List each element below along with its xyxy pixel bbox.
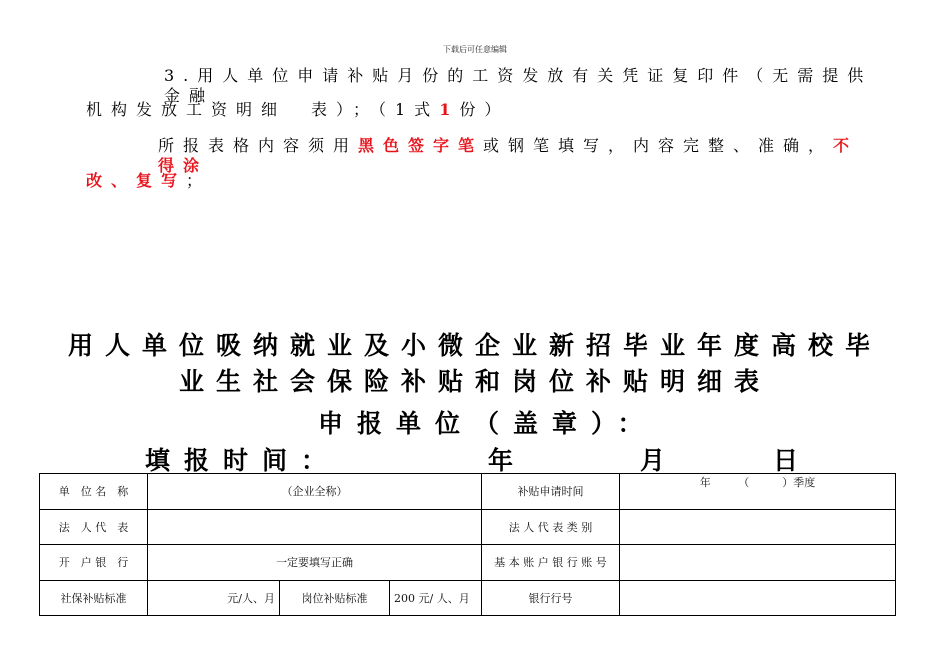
form-title-line-2: 业生社会保险补贴和岗位补贴明细表 (178, 367, 771, 396)
post-std-value[interactable]: 200 元/ 人、月 (390, 581, 482, 616)
para-line-4 (86, 171, 866, 191)
bank-field[interactable]: 一定要填写正确 (148, 545, 482, 581)
table-row-bank (40, 545, 896, 581)
applicant-stamp-label: 申报单位（盖章）： (318, 409, 657, 438)
post-std-label: 岗位补贴标准 (280, 581, 390, 616)
table-row-legal-rep (40, 510, 896, 545)
copy-count: 1 (439, 100, 460, 119)
para-line-3-text: 所报表格内容须用 (158, 136, 359, 155)
para-line-1-text: 3.用人单位申请补贴月份的工资发放有关凭证复印件（无需提供金融 (164, 66, 873, 105)
para-line-2-end: 份） (459, 100, 510, 119)
social-std-field[interactable]: 元/人、月 (148, 581, 280, 616)
page-header-note: 下载后可任意编辑 (443, 45, 507, 54)
legal-rep-type-field[interactable] (620, 510, 896, 545)
subsidy-detail-table (39, 473, 896, 616)
basic-account-field[interactable] (620, 545, 896, 581)
legal-rep-type-label: 法 人 代 表 类 别 (482, 510, 620, 545)
table-row-standard (40, 581, 896, 616)
no-alter-note: 不得涂 (158, 136, 859, 175)
social-std-label: 社保补贴标准 (40, 581, 148, 616)
basic-account-label: 基 本 账 户 银 行 账 号 (482, 545, 620, 581)
fill-time-month: 月 (640, 446, 680, 475)
legal-rep-field[interactable] (148, 510, 482, 545)
table-row-unit (40, 474, 896, 510)
unit-name-label: 单 位 名 称 (40, 474, 148, 510)
para-line-2-text: 机构发放工资明细 表）；（1式 (86, 100, 440, 119)
apply-time-field[interactable]: 年 （ ）季度 (620, 474, 896, 510)
fill-time-day: 日 (773, 446, 813, 475)
unit-name-field[interactable]: （企业全称） (148, 474, 482, 510)
bank-code-label: 银行行号 (482, 581, 620, 616)
black-pen-note: 黑色签字笔 (358, 136, 484, 155)
form-title-line-1: 用人单位吸纳就业及小微企业新招毕业年度高校毕 (67, 331, 882, 360)
bank-label: 开 户 银 行 (40, 545, 148, 581)
para-line-3-mid: 或钢笔填写，内容完整、准确， (483, 136, 834, 155)
bank-code-field[interactable] (620, 581, 896, 616)
fill-time-label: 填报时间： (145, 446, 341, 475)
para-line-2 (86, 100, 866, 120)
fill-time-year: 年 (488, 446, 528, 475)
para-line-3 (158, 136, 878, 176)
legal-rep-label: 法 人 代 表 (40, 510, 148, 545)
no-copy-note: 改、复写 (86, 171, 187, 190)
apply-time-label: 补贴申请时间 (482, 474, 620, 510)
para-line-4-end: ； (186, 171, 212, 190)
